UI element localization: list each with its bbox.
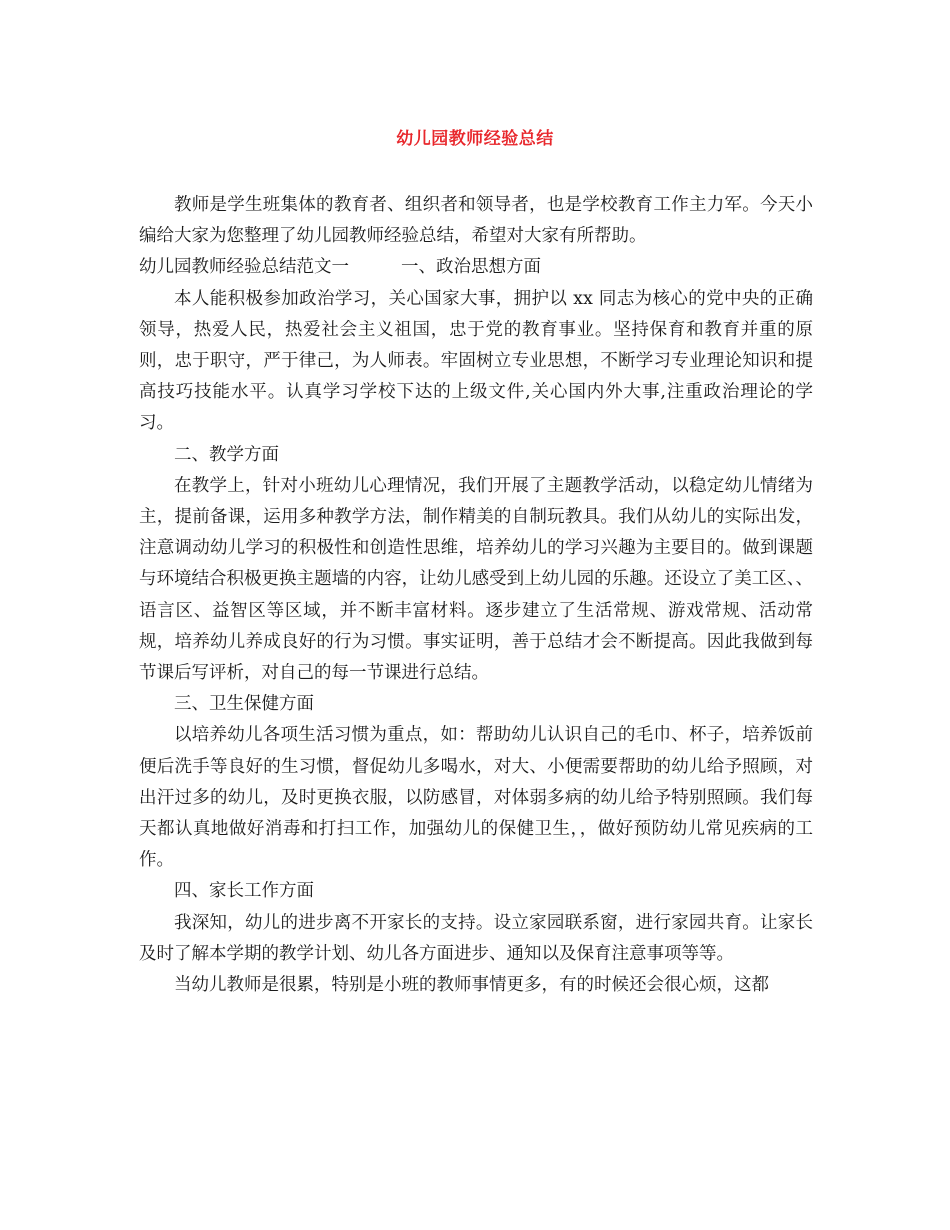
document-title: 幼儿园教师经验总结 <box>396 129 554 149</box>
politics-paragraph: 本人能积极参加政治学习，关心国家大事，拥护以 xx 同志为核心的党中央的正确领导，热爱人民，热爱社会主义祖国，忠于党的教育事业。坚持保育和教育并重的原则，忠于职守，严于律己，为人师表。牢固树立专业思想，不断学习专业理论知识和提高技巧技能水平。认真学习学校下达的上级文件,关心国内外大事,注重政治理论的学习。 <box>139 288 813 434</box>
closing-paragraph: 当幼儿教师是很累，特别是小班的教师事情更多，有的时候还会很心烦，这都 <box>174 975 769 996</box>
teaching-paragraph: 在教学上，针对小班幼儿心理情况，我们开展了主题教学活动，以稳定幼儿情绪为主，提前备课，运用多种教学方法，制作精美的自制玩教具。我们从幼儿的实际出发，注意调动幼儿学习的积极性和创造性思维，培养幼儿的学习兴趣为主要目的。做到课题与环境结合积极更换主题墙的内容，让幼儿感受到上幼儿园的乐趣。还设立了美工区、、语言区、益智区等区域，并不断丰富材料。逐步建立了生活常规、游戏常规、活动常规，培养幼儿养成良好的行为习惯。事实证明，善于总结才会不断提高。因此我做到每节课后写评析，对自己的每一节课进行总结。 <box>139 475 813 684</box>
sample-label: 幼儿园教师经验总结范文一 <box>139 257 349 278</box>
parents-paragraph: 我深知，幼儿的进步离不开家长的支持。设立家园联系窗，进行家园共育。让家长及时了解本学期的教学计划、幼儿各方面进步、通知以及保育注意事项等等。 <box>139 912 813 964</box>
document-body <box>139 190 813 1001</box>
section-heading-health: 三、卫生保健方面 <box>174 694 314 715</box>
section-heading-teaching: 二、教学方面 <box>174 444 279 465</box>
health-paragraph: 以培养幼儿各项生活习惯为重点，如：帮助幼儿认识自己的毛巾、杯子，培养饭前便后洗手等良好的生习惯，督促幼儿多喝水，对大、小便需要帮助的幼儿给予照顾，对出汗过多的幼儿，及时更换衣服，以防感冒，对体弱多病的幼儿给予特别照顾。我们每天都认真地做好消毒和打扫工作，加强幼儿的保健卫生，，做好预防幼儿常见疾病的工作。 <box>139 725 813 871</box>
section-heading-parents: 四、家长工作方面 <box>174 881 314 902</box>
intro-paragraph: 教师是学生班集体的教育者、组织者和领导者，也是学校教育工作主力军。今天小编给大家为您整理了幼儿园教师经验总结，希望对大家有所帮助。 <box>139 195 813 247</box>
section-heading-politics: 一、政治思想方面 <box>401 257 541 278</box>
sample-heading-line <box>139 252 813 283</box>
